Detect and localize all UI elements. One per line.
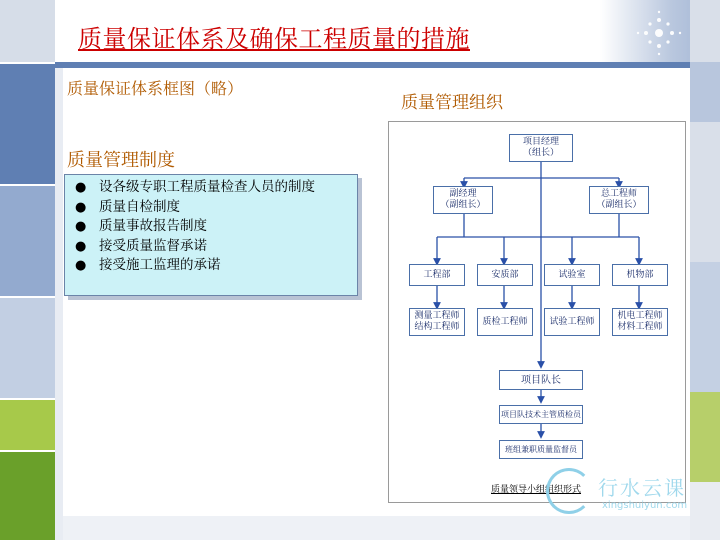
node-label: 安质部: [491, 269, 519, 280]
node-label: 班组兼职质量监督员: [505, 445, 577, 454]
node-label: 工程部: [423, 269, 451, 280]
slide-title: 质量保证体系及确保工程质量的措施: [78, 24, 470, 53]
decor-block: [690, 262, 720, 392]
list-item-text: 质量自检制度: [99, 198, 180, 215]
node-team-tech-inspector: [499, 405, 583, 424]
node-label: 副经理: [449, 189, 477, 199]
bullet-icon: ●: [75, 219, 87, 234]
sparkle-icon: [634, 8, 684, 58]
node-project-manager: [509, 134, 573, 162]
list-item-text: 接受施工监理的承诺: [99, 257, 221, 273]
node-mech-material-engineer: [612, 308, 668, 336]
left-inner-strip: [55, 62, 63, 540]
org-chart: [388, 121, 686, 503]
decor-block: [0, 0, 55, 62]
bullet-icon: ●: [75, 180, 87, 195]
system-list: [65, 175, 357, 276]
slide-title-row: [60, 18, 470, 54]
node-label: 机物部: [626, 269, 654, 280]
node-testing-lab: [544, 264, 600, 286]
node-label: 总工程师: [600, 189, 637, 199]
node-engineering-dept: [409, 264, 465, 286]
watermark-logo: [546, 468, 696, 524]
node-test-engineer: [544, 308, 600, 336]
node-label: 结构工程师: [414, 322, 460, 332]
list-item: [69, 178, 351, 198]
node-chief-engineer: [589, 186, 649, 214]
node-label: （组长）: [522, 148, 559, 158]
org-chart-caption: 质量领导小组组织形式: [491, 485, 582, 495]
node-label: 试验室: [558, 269, 586, 280]
decor-block: [0, 64, 55, 184]
decor-block: [0, 298, 55, 398]
watermark-brand: 行水云课: [598, 476, 686, 500]
watermark-circle-icon: [546, 468, 592, 514]
node-label: （副组长）: [596, 200, 642, 210]
list-item-text: 设各级专职工程质量检查人员的制度: [99, 179, 315, 195]
right-decor-bar: [690, 0, 720, 540]
decor-block: [690, 122, 720, 262]
node-safety-quality-dept: [477, 264, 533, 286]
node-label: 项目队技术主管质检员: [501, 410, 581, 419]
node-label: 机电工程师: [617, 311, 663, 321]
bullet-icon: ●: [75, 238, 87, 254]
node-label: 试验工程师: [549, 316, 595, 327]
node-materials-dept: [612, 264, 668, 286]
list-item: [69, 217, 351, 237]
node-label: 质检工程师: [482, 316, 528, 327]
framework-heading: 质量保证体系框图（略）: [67, 79, 244, 98]
list-item: [69, 198, 351, 218]
node-team-leader: [499, 370, 583, 390]
node-deputy-manager: [433, 186, 493, 214]
watermark-url: xingshuiyun.com: [602, 500, 688, 511]
decor-block: [0, 186, 55, 296]
list-item: [69, 237, 351, 257]
list-item-text: 接受质量监督承诺: [99, 237, 207, 254]
decor-block: [0, 452, 55, 540]
list-item-text: 质量事故报告制度: [99, 218, 207, 234]
list-item: [69, 256, 351, 276]
system-list-box: [64, 174, 358, 296]
node-group-inspector: [499, 440, 583, 459]
decor-block: [690, 62, 720, 122]
left-decor-bar: [0, 0, 55, 540]
node-label: 项目队长: [521, 374, 561, 386]
decor-block: [0, 400, 55, 450]
node-survey-structure-engineer: [409, 308, 465, 336]
node-label: 项目经理: [522, 137, 559, 147]
bullet-icon: ●: [75, 199, 87, 215]
system-heading: 质量管理制度: [67, 150, 175, 171]
bullet-icon: ●: [75, 258, 87, 273]
node-label: 测量工程师: [414, 311, 460, 321]
org-heading: 质量管理组织: [401, 93, 503, 113]
node-label: （副组长）: [440, 200, 486, 210]
node-qc-engineer: [477, 308, 533, 336]
node-label: 材料工程师: [617, 322, 663, 332]
header-divider: [55, 62, 690, 68]
